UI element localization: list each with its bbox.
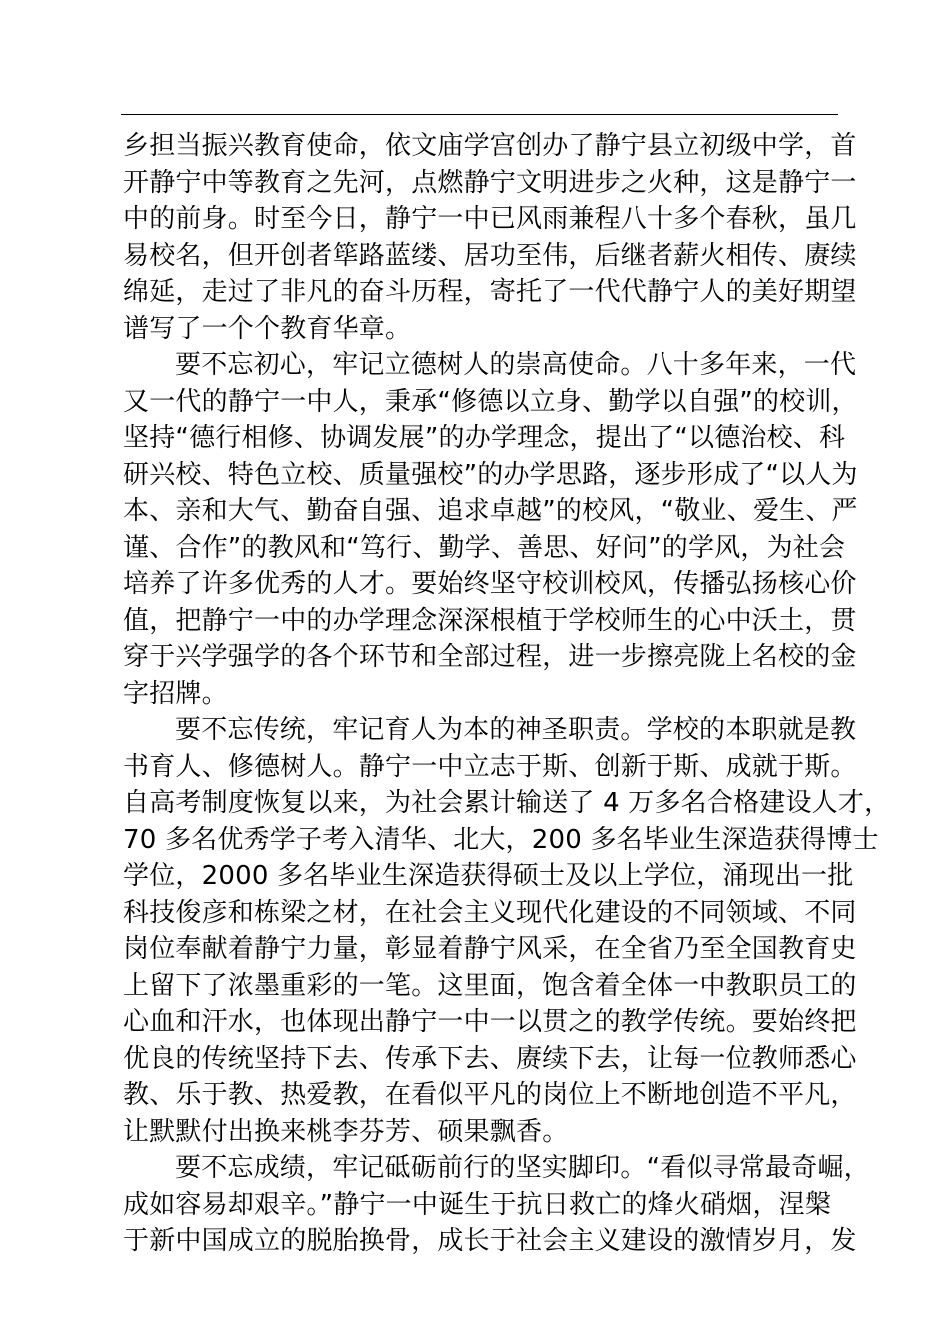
text-line: 优良的传统坚持下去、传承下去、赓续下去，让每一位教师悉心 (123, 1043, 857, 1074)
text-line: 开静宁中等教育之先河，点燃静宁文明进步之火种，这是静宁一 (123, 167, 857, 198)
text-line: 值，把静宁一中的办学理念深深根植于学校师生的心中沃土，贯 (123, 605, 857, 636)
text-line: 教、乐于教、热爱教，在看似平凡的岗位上不断地创造不平凡， (123, 1080, 857, 1110)
text-line: 上留下了浓墨重彩的一笔。这里面，饱含着全体一中教职员工的 (123, 970, 857, 1001)
text-line: 科技俊彦和栋梁之材，在社会主义现代化建设的不同领域、不同 (123, 897, 857, 928)
text-line: 字招牌。 (123, 678, 228, 709)
paragraph-start-line: 要不忘初心，牢记立德树人的崇高使命。八十多年来，一代 (175, 350, 857, 380)
text-line: 穿于兴学强学的各个环节和全部过程，进一步擦亮陇上名校的金 (123, 642, 857, 672)
header-rule (121, 114, 838, 115)
text-line: 又一代的静宁一中人，秉承“修德以立身、勤学以自强”的校训， (123, 386, 858, 417)
text-line: 学位，2000 多名毕业生深造获得硕士及以上学位，涌现出一批 (123, 861, 854, 891)
text-line: 乡担当振兴教育使命，依文庙学宫创办了静宁县立初级中学，首 (123, 131, 857, 161)
text-line: 书育人、修德树人。静宁一中立志于斯、创新于斯、成就于斯。 (123, 751, 857, 782)
text-line: 本、亲和大气、勤奋自强、追求卓越”的校风，“敬业、爱生、严 (123, 496, 858, 526)
text-line: 谱写了一个个教育华章。 (123, 313, 412, 344)
text-line: 自高考制度恢复以来，为社会累计输送了 4 万多名合格建设人才， (123, 788, 891, 818)
text-line: 岗位奉献着静宁力量，彰显着静宁风采，在全省乃至全国教育史 (123, 934, 857, 964)
text-line: 让默默付出换来桃李芬芳、硕果飘香。 (123, 1116, 569, 1147)
text-line: 成如容易却艰辛。”静宁一中诞生于抗日救亡的烽火硝烟，涅槃 (123, 1189, 832, 1220)
text-line: 心血和汗水，也体现出静宁一中一以贯之的教学传统。要始终把 (123, 1007, 857, 1037)
text-line: 研兴校、特色立校、质量强校”的办学思路，逐步形成了“以人为 (123, 459, 858, 490)
text-line: 谨、合作”的教风和“笃行、勤学、善思、好问”的学风，为社会 (123, 532, 846, 563)
text-line: 中的前身。时至今日，静宁一中已风雨兼程八十多个春秋，虽几 (123, 204, 857, 234)
text-line: 于新中国成立的脱胎换骨，成长于社会主义建设的激情岁月，发 (123, 1226, 857, 1256)
paragraph-start-line: 要不忘成绩，牢记砥砺前行的坚实脚印。“看似寻常最奇崛， (175, 1153, 870, 1183)
body-text (123, 128, 891, 1260)
text-line: 坚持“德行相修、协调发展”的办学理念，提出了“以德治校、科 (123, 423, 846, 453)
text-line: 70 多名优秀学子考入清华、北大，200 多名毕业生深造获得博士 (123, 824, 879, 855)
paragraph-start-line: 要不忘传统，牢记育人为本的神圣职责。学校的本职就是教 (175, 715, 857, 745)
text-line: 培养了许多优秀的人才。要始终坚守校训校风，传播弘扬核心价 (123, 569, 857, 599)
text-line: 绵延，走过了非凡的奋斗历程，寄托了一代代静宁人的美好期望 (123, 277, 857, 307)
text-line: 易校名，但开创者筚路蓝缕、居功至伟，后继者薪火相传、赓续 (123, 240, 857, 271)
